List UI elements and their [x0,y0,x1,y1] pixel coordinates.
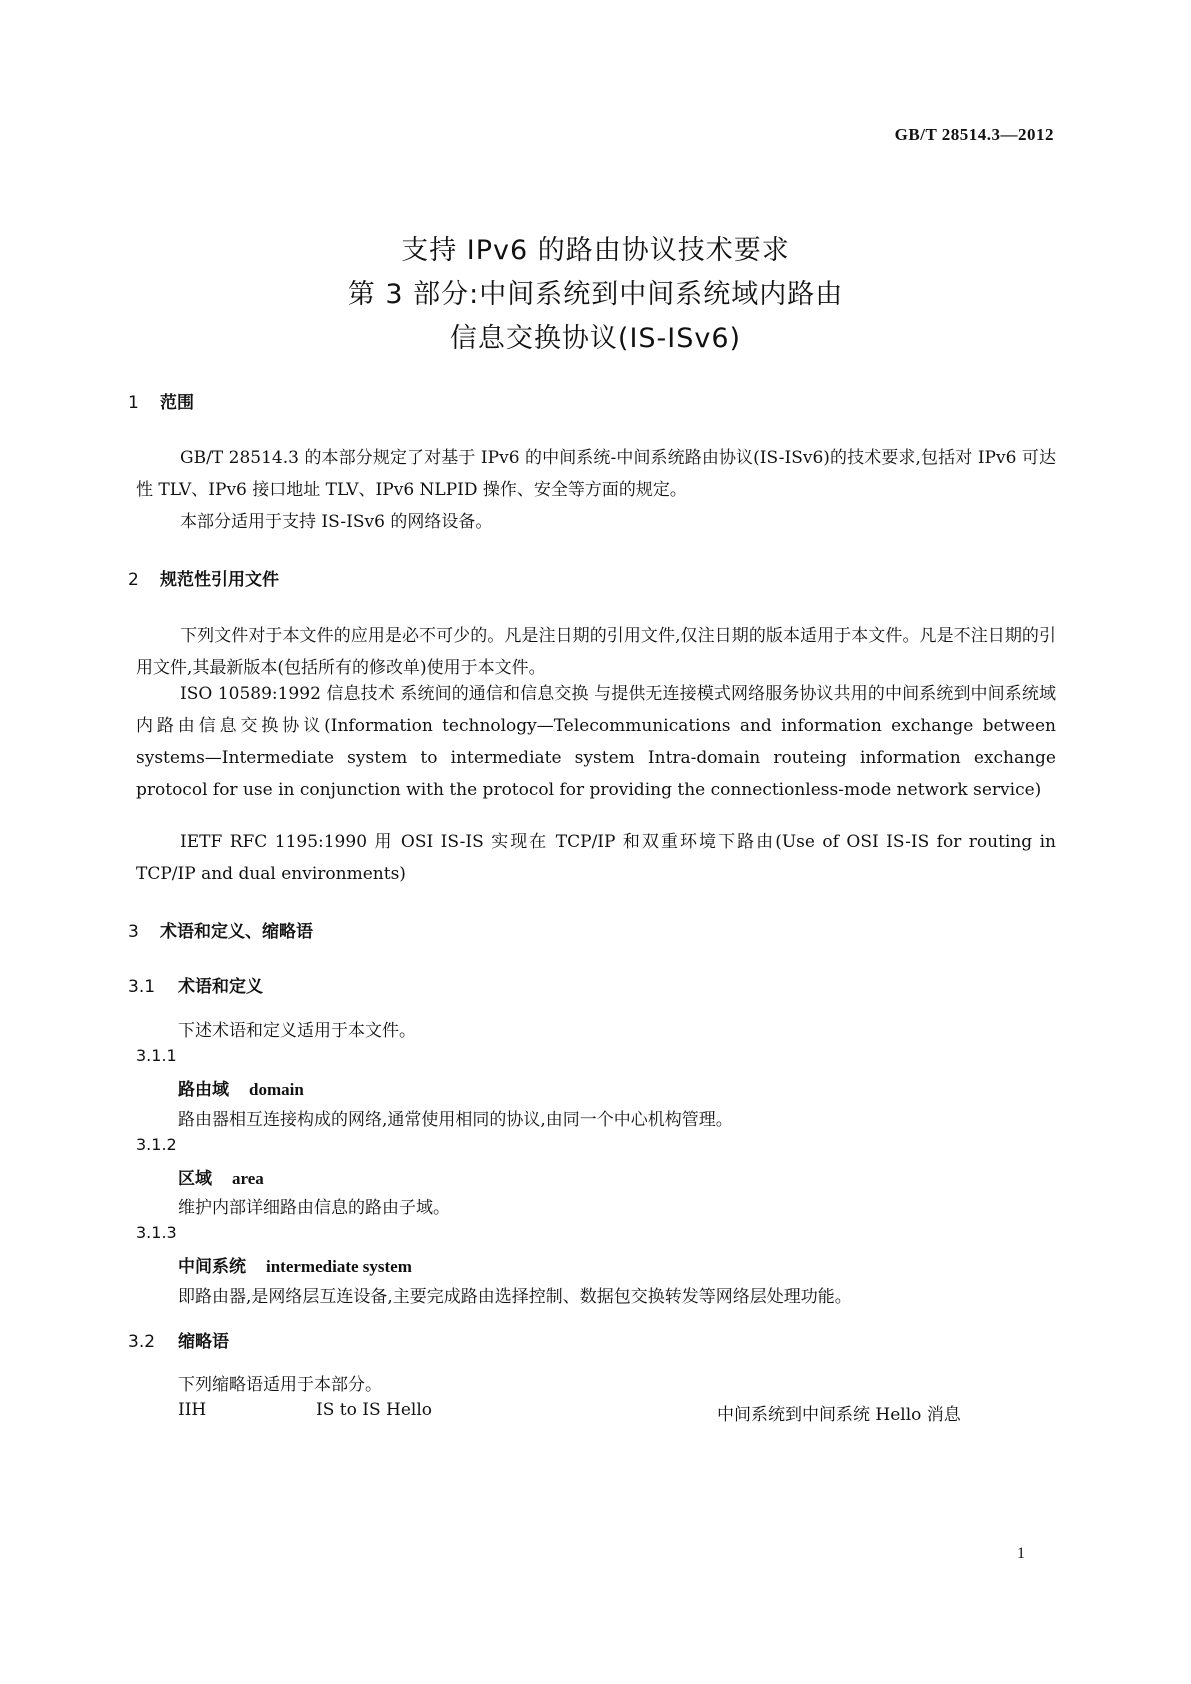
section-number: 3.2 [128,1332,156,1352]
title-line-2: 第 3 部分:中间系统到中间系统域内路由 [347,279,844,310]
section-3-heading [128,917,313,942]
abbrev-zh: 中间系统到中间系统 Hello 消息 [717,1405,961,1425]
section-1-heading [128,388,194,413]
term-definition: 维护内部详细路由信息的路由子域。 [178,1198,450,1218]
abbrev-en: IS to IS Hello [316,1400,432,1420]
section-3-2-intro: 下列缩略语适用于本部分。 [178,1375,382,1395]
term-number: 3.1.1 [136,1046,177,1065]
term-zh: 中间系统 [178,1257,246,1277]
section-number: 3.1 [128,977,156,997]
section-number: 3 [128,922,139,942]
title-line-3: 信息交换协议(IS-ISv6) [449,323,742,354]
term-definition: 路由器相互连接构成的网络,通常使用相同的协议,由同一个中心机构管理。 [178,1110,733,1130]
section-title: 术语和定义 [178,977,263,997]
term-zh: 路由域 [178,1080,229,1100]
section-2-paragraph-1: 下列文件对于本文件的应用是必不可少的。凡是注日期的引用文件,仅注日期的版本适用于本文件。凡是不注日期的引用文件,其最新版本(包括所有的修改单)使用于本文件。 [136,626,1056,678]
term-heading [178,1252,412,1277]
section-title: 范围 [160,393,194,413]
section-3-1-intro: 下述术语和定义适用于本文件。 [178,1021,416,1041]
section-3-2-heading [128,1327,229,1352]
section-number: 2 [128,570,139,590]
term-heading [178,1075,304,1100]
term-definition: 即路由器,是网络层互连设备,主要完成路由选择控制、数据包交换转发等网络层处理功能。 [178,1287,852,1307]
section-title: 术语和定义、缩略语 [160,922,313,942]
section-title: 缩略语 [178,1332,229,1352]
term-heading [178,1164,264,1189]
term-number: 3.1.2 [136,1135,177,1154]
abbrev-abbr: IIH [178,1400,207,1420]
title-line-1: 支持 IPv6 的路由协议技术要求 [401,235,790,266]
term-en: intermediate system [266,1257,412,1276]
section-2-reference-2: IETF RFC 1195:1990 用 OSI IS-IS 实现在 TCP/IP 和双重环境下路由(Use of OSI IS-IS for routing in TCP/IP and dual environments) [136,832,1056,884]
section-1-paragraph-1: GB/T 28514.3 的本部分规定了对基于 IPv6 的中间系统-中间系统路由协议(IS-ISv6)的技术要求,包括对 IPv6 可达性 TLV、IPv6 接口地址 TLV、IPv6 NLPID 操作、安全等方面的规定。 [136,448,1056,500]
term-zh: 区域 [178,1169,212,1189]
term-en: domain [249,1080,304,1099]
term-en: area [232,1169,264,1188]
section-2-heading [128,565,279,590]
section-1-paragraph-2: 本部分适用于支持 IS-ISv6 的网络设备。 [180,512,493,532]
page-number: 1 [1017,1545,1025,1562]
term-number: 3.1.3 [136,1223,177,1242]
section-3-1-heading [128,972,263,997]
standard-code: GB/T 28514.3—2012 [894,125,1054,144]
section-title: 规范性引用文件 [160,570,279,590]
section-2-reference-1: ISO 10589:1992 信息技术 系统间的通信和信息交换 与提供无连接模式网络服务协议共用的中间系统到中间系统域内路由信息交换协议(Information technology—Telecommunications and information exchange between systems—Intermediate system to intermediate system Intra-domain routeing information exchange protocol for use in conjunction with the protocol for providing the connectionless-mode network service) [136,684,1056,800]
section-number: 1 [128,393,139,413]
